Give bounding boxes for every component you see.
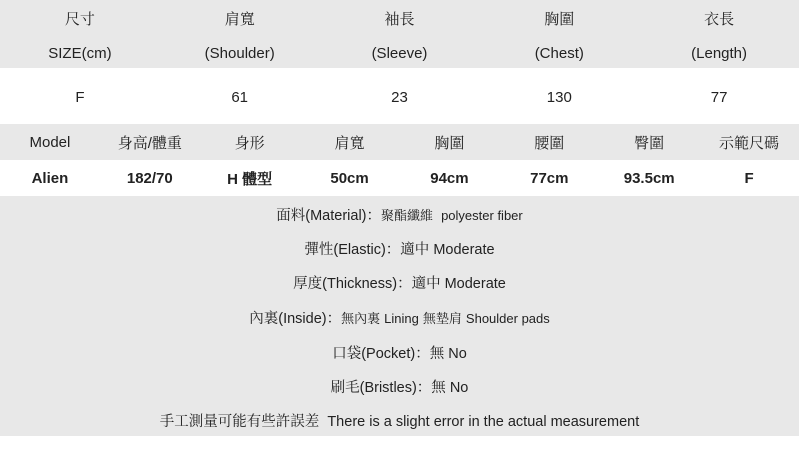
note-zh: 手工測量可能有些許誤差 — [159, 414, 320, 430]
material-zh: 聚酯纖維 — [381, 208, 434, 223]
chest-header-zh: 胸圍 — [544, 10, 575, 28]
model-header-row — [0, 124, 799, 160]
sleeve-header-en: (Sleeve) — [371, 44, 428, 62]
size-header-zh: 尺寸 — [64, 10, 95, 28]
chest-header-en: (Chest) — [534, 44, 584, 62]
length-value: 77 — [710, 88, 728, 106]
measurement-note — [0, 410, 799, 431]
height-weight-header: 身高/體重 — [117, 134, 182, 152]
model-waist-header: 腰圍 — [534, 134, 565, 152]
model-shoulder-value: 50cm — [330, 169, 369, 187]
size-header-en: SIZE(cm) — [48, 44, 112, 62]
model-header: Model — [29, 133, 71, 151]
size-value: F — [75, 88, 85, 106]
length-header-zh: 衣長 — [704, 10, 735, 28]
shoulder-header-zh: 肩寬 — [224, 10, 255, 28]
model-chest-header: 胸圍 — [434, 134, 465, 152]
sleeve-header-zh: 袖長 — [384, 10, 415, 28]
material-line — [0, 204, 799, 225]
shoulder-header-en: (Shoulder) — [204, 44, 275, 62]
model-value-row — [0, 160, 799, 196]
model-shoulder-header: 肩寬 — [334, 134, 365, 152]
sleeve-value: 23 — [391, 88, 408, 106]
size-header-zh-row — [0, 8, 799, 28]
chest-value: 130 — [546, 88, 572, 106]
size-header-en-row — [0, 42, 799, 64]
height-weight-value: 182/70 — [126, 169, 173, 187]
inside-en2: Shoulder pads — [465, 311, 550, 326]
material-label: 面料(Material)： — [276, 208, 381, 224]
demo-size-value: F — [744, 169, 754, 187]
elastic-line: 彈性(Elastic)：適中 Moderate — [304, 242, 495, 258]
inside-zh2: 無墊肩 — [422, 311, 462, 326]
inside-label: 內裏(Inside)： — [249, 311, 342, 327]
model-hip-value: 93.5cm — [623, 169, 675, 187]
model-hip-header: 臀圍 — [634, 134, 665, 152]
inside-en1: Lining — [384, 311, 419, 326]
inside-zh1: 無內裏 — [341, 311, 381, 326]
length-header-en: (Length) — [691, 44, 748, 62]
model-name: Alien — [31, 169, 69, 187]
size-value-row — [0, 86, 799, 108]
inside-line — [0, 307, 799, 328]
body-type-header: 身形 — [234, 134, 265, 152]
thickness-line: 厚度(Thickness)：適中 Moderate — [293, 276, 506, 292]
shoulder-value: 61 — [231, 88, 249, 106]
pocket-line: 口袋(Pocket)：無 No — [332, 346, 467, 362]
demo-size-header: 示範尺碼 — [719, 134, 780, 152]
model-waist-value: 77cm — [530, 169, 569, 187]
material-en: polyester fiber — [441, 208, 523, 223]
model-chest-value: 94cm — [430, 169, 469, 187]
body-type-value: H 體型 — [227, 170, 273, 188]
note-en: There is a slight error in the actual measurement — [327, 414, 640, 430]
bristles-line: 刷毛(Bristles)：無 No — [330, 380, 469, 396]
